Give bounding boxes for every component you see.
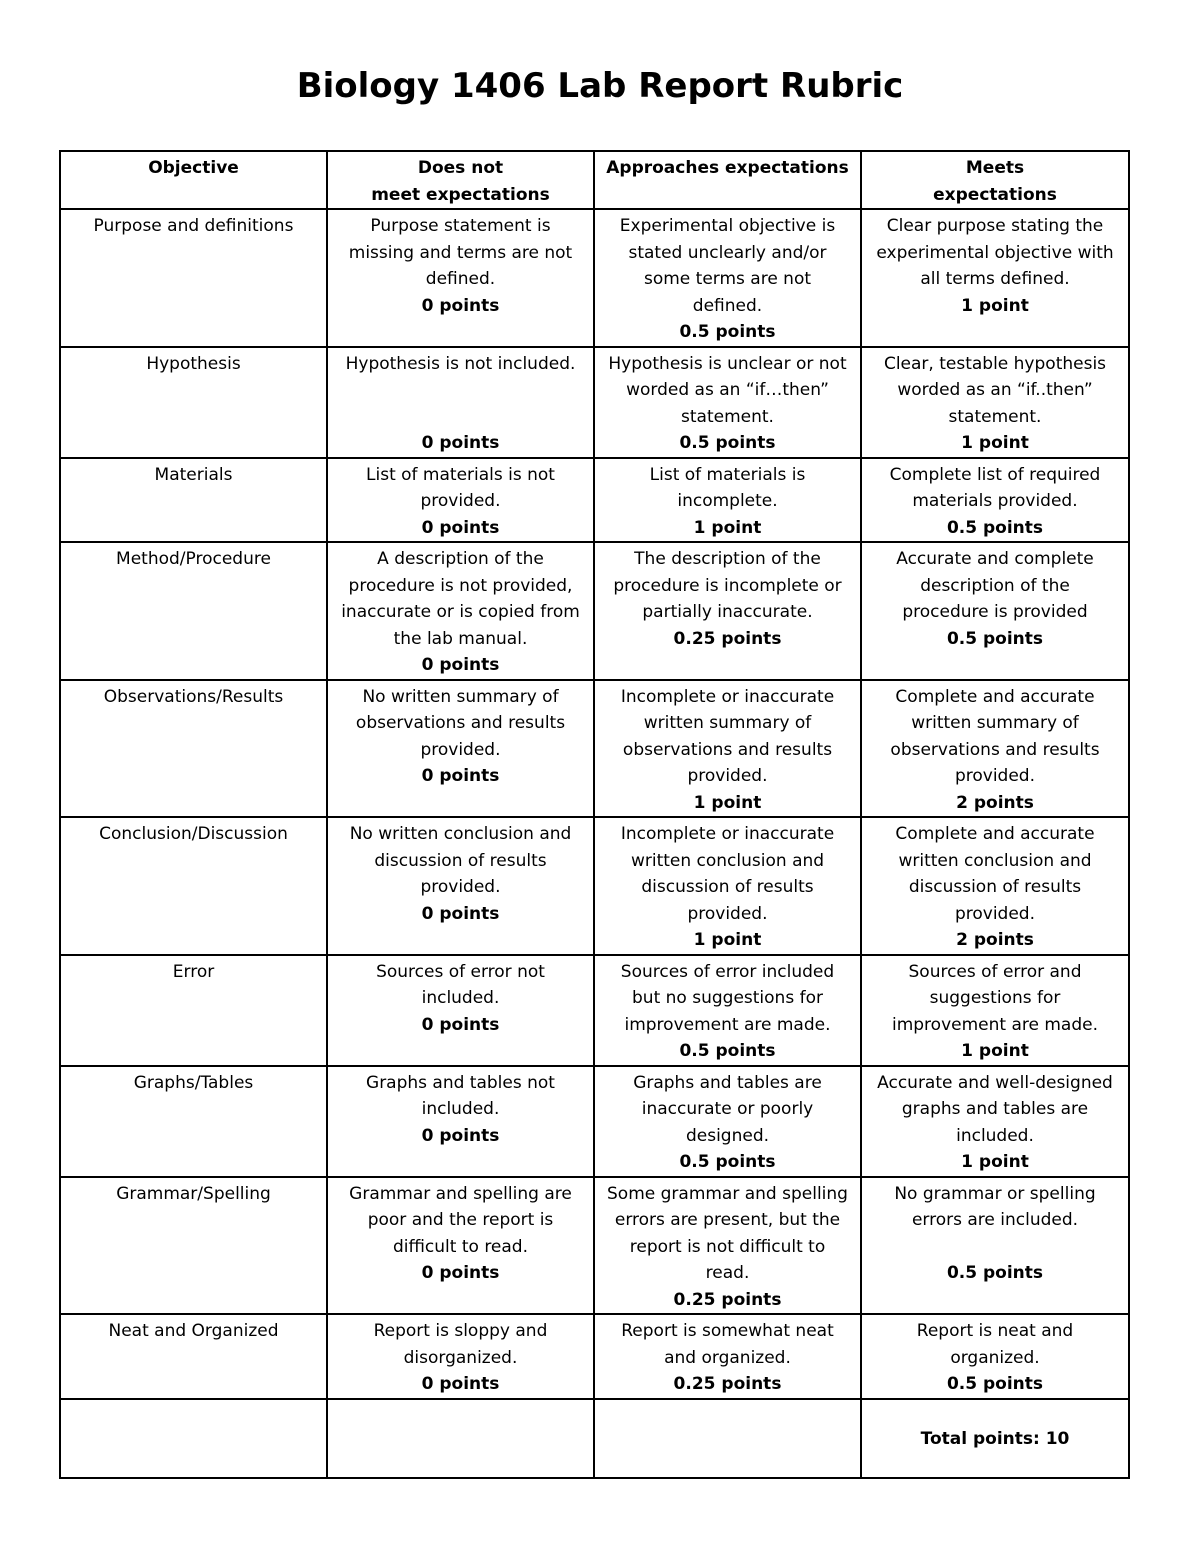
does-not-meet-cell (327, 1314, 594, 1399)
objective-cell: Observations/Results (60, 680, 327, 818)
approaches-cell (594, 209, 861, 347)
objective-cell: Neat and Organized (60, 1314, 327, 1399)
meets-description: No grammar or spelling errors are included. (894, 1183, 1096, 1230)
rubric-row (60, 542, 1129, 680)
empty-cell (60, 1399, 327, 1478)
rubric-row (60, 458, 1129, 543)
meets-description: Complete and accurate written summary of observations and results provided. (890, 686, 1100, 786)
approaches-description: Some grammar and spelling errors are present, but the report is not difficult to read. (607, 1183, 848, 1283)
approaches-description: Report is somewhat neat and organized. (621, 1321, 834, 1368)
approaches-cell (594, 458, 861, 543)
does-not-meet-points: 0 points (421, 1125, 500, 1146)
approaches-points: 0.5 points (679, 322, 776, 342)
header-does-not-meet (327, 151, 594, 209)
approaches-points: 1 point (693, 792, 762, 813)
meets-points: 2 points (956, 792, 1034, 813)
approaches-cell (594, 347, 861, 458)
does-not-meet-cell (327, 817, 594, 955)
approaches-description: The description of the procedure is incomplete or partially inaccurate. (613, 549, 842, 622)
does-not-meet-points: 0 points (421, 766, 500, 786)
page-title: Biology 1406 Lab Report Rubric (296, 66, 904, 106)
meets-cell (861, 817, 1129, 955)
does-not-meet-description: No written conclusion and discussion of results provided. (349, 824, 572, 897)
rubric-row (60, 955, 1129, 1066)
objective-cell: Error (60, 955, 327, 1066)
does-not-meet-cell (327, 209, 594, 347)
does-not-meet-description: List of materials is not provided. (366, 464, 555, 511)
objective-cell: Method/Procedure (60, 542, 327, 680)
header-meets-text: Meets expectations (933, 158, 1057, 205)
approaches-cell (594, 955, 861, 1066)
meets-cell (861, 1066, 1129, 1177)
approaches-points: 0.5 points (679, 433, 776, 453)
does-not-meet-points: 0 points (421, 655, 500, 675)
does-not-meet-cell (327, 347, 594, 458)
meets-description: Complete and accurate written conclusion and discussion of results provided. (895, 824, 1095, 924)
meets-cell (861, 542, 1129, 680)
total-row (60, 1399, 1129, 1478)
meets-description: Clear purpose stating the experimental objective with all terms defined. (876, 216, 1114, 289)
rubric-row (60, 1066, 1129, 1177)
does-not-meet-cell (327, 1066, 594, 1177)
meets-description: Accurate and complete description of the procedure is provided (896, 549, 1094, 622)
does-not-meet-description: Grammar and spelling are poor and the report is difficult to read. (349, 1183, 572, 1257)
rubric-table (59, 150, 1130, 1479)
meets-points: 0.5 points (946, 1374, 1044, 1394)
does-not-meet-points: 0 points (421, 517, 500, 538)
approaches-cell (594, 817, 861, 955)
meets-points: 1 point (961, 295, 1029, 316)
approaches-cell (594, 1066, 861, 1177)
objective-cell: Purpose and definitions (60, 209, 327, 347)
does-not-meet-description: No written summary of observations and results provided. (355, 686, 566, 760)
approaches-description: Hypothesis is unclear or not worded as an “if…then” statement. (608, 353, 847, 427)
does-not-meet-cell (327, 680, 594, 818)
approaches-cell (594, 680, 861, 818)
approaches-points: 0.25 points (673, 1289, 782, 1310)
meets-points: 0.5 points (946, 628, 1044, 649)
total-points: Total points: 10 (861, 1399, 1129, 1478)
meets-description: Complete list of required materials provided. (889, 464, 1101, 511)
does-not-meet-points: 0 points (421, 295, 500, 316)
does-not-meet-cell (327, 458, 594, 543)
objective-cell: Conclusion/Discussion (60, 817, 327, 955)
approaches-description: Graphs and tables are inaccurate or poorly designed. (633, 1072, 822, 1146)
header-does-not-meet-text: Does not meet expectations (371, 158, 550, 205)
approaches-points: 1 point (693, 930, 762, 950)
does-not-meet-points: 0 points (421, 903, 500, 924)
empty-cell (327, 1399, 594, 1478)
does-not-meet-points: 0 points (421, 1263, 500, 1283)
rubric-row (60, 1314, 1129, 1399)
does-not-meet-description: Hypothesis is not included. (345, 353, 576, 374)
approaches-description: Experimental objective is stated unclearly and/or some terms are not defined. (619, 216, 836, 316)
header-approaches: Approaches expectations (594, 151, 861, 209)
rubric-row (60, 817, 1129, 955)
meets-cell (861, 458, 1129, 543)
approaches-cell (594, 542, 861, 680)
objective-cell: Hypothesis (60, 347, 327, 458)
approaches-cell (594, 1177, 861, 1315)
does-not-meet-description: A description of the procedure is not provided, inaccurate or is copied from the lab manual. (341, 549, 580, 649)
meets-cell (861, 347, 1129, 458)
does-not-meet-description: Sources of error not included. (376, 961, 545, 1008)
header-row (60, 151, 1129, 209)
objective-cell: Graphs/Tables (60, 1066, 327, 1177)
meets-cell (861, 1177, 1129, 1315)
meets-description: Clear, testable hypothesis worded as an “if..then” statement. (883, 353, 1107, 427)
meets-points: 0.5 points (946, 1263, 1044, 1283)
meets-cell (861, 680, 1129, 818)
does-not-meet-points: 0 points (421, 433, 500, 453)
meets-points: 1 point (961, 1041, 1029, 1061)
approaches-points: 0.5 points (679, 1152, 776, 1172)
meets-points: 1 point (961, 433, 1029, 453)
rubric-body (60, 151, 1129, 1478)
rubric-row (60, 347, 1129, 458)
approaches-points: 0.5 points (679, 1041, 776, 1061)
rubric-row (60, 209, 1129, 347)
approaches-cell (594, 1314, 861, 1399)
does-not-meet-points: 0 points (421, 1014, 500, 1035)
meets-cell (861, 209, 1129, 347)
meets-points: 0.5 points (946, 517, 1044, 538)
approaches-description: Incomplete or inaccurate written conclusion and discussion of results provided. (620, 824, 835, 924)
does-not-meet-description: Graphs and tables not included. (366, 1072, 555, 1119)
objective-cell: Grammar/Spelling (60, 1177, 327, 1315)
does-not-meet-cell (327, 542, 594, 680)
empty-cell (594, 1399, 861, 1478)
approaches-points: 0.25 points (673, 628, 782, 649)
rubric-row (60, 680, 1129, 818)
meets-description: Accurate and well-designed graphs and tables are included. (877, 1072, 1113, 1146)
approaches-points: 0.25 points (673, 1374, 782, 1394)
does-not-meet-description: Purpose statement is missing and terms are not defined. (348, 216, 573, 289)
meets-points: 1 point (961, 1152, 1029, 1172)
meets-description: Sources of error and suggestions for improvement are made. (891, 961, 1098, 1035)
meets-points: 2 points (956, 930, 1034, 950)
meets-cell (861, 955, 1129, 1066)
approaches-description: Sources of error included but no suggestions for improvement are made. (620, 961, 835, 1035)
header-objective: Objective (60, 151, 327, 209)
objective-cell: Materials (60, 458, 327, 543)
does-not-meet-cell (327, 955, 594, 1066)
does-not-meet-cell (327, 1177, 594, 1315)
meets-description: Report is neat and organized. (916, 1321, 1074, 1368)
does-not-meet-description: Report is sloppy and disorganized. (373, 1321, 548, 1368)
rubric-row (60, 1177, 1129, 1315)
approaches-points: 1 point (693, 517, 762, 538)
does-not-meet-points: 0 points (421, 1374, 500, 1394)
header-meets (861, 151, 1129, 209)
approaches-description: List of materials is incomplete. (649, 464, 806, 511)
meets-cell (861, 1314, 1129, 1399)
approaches-description: Incomplete or inaccurate written summary of observations and results provided. (620, 686, 835, 786)
